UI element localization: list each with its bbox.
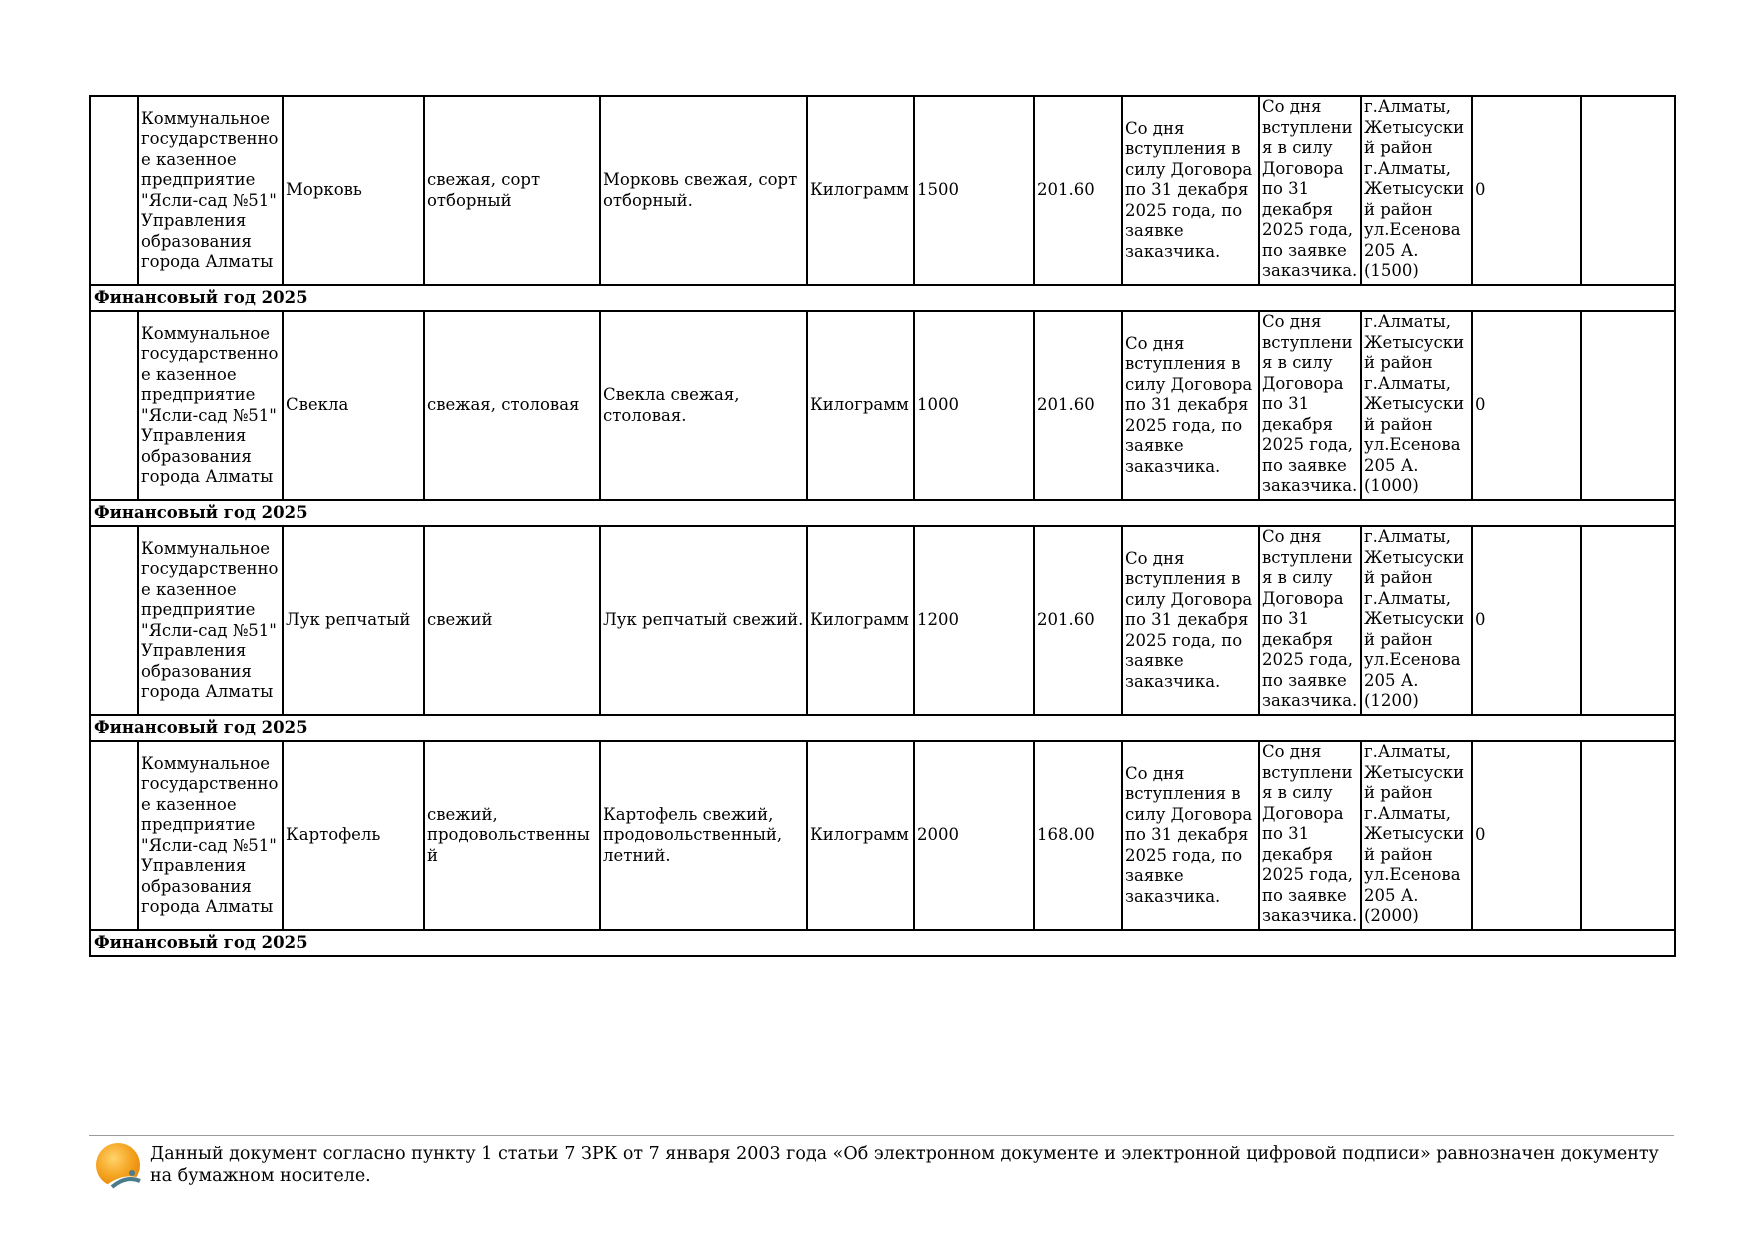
empty-cell (1581, 311, 1675, 500)
fiscal-year-label: Финансовый год 2025 (90, 500, 1675, 526)
unit-cell: Килограмм (807, 741, 914, 930)
customer-cell: Коммунальное государственное казенное предприятие "Ясли-сад №51" Управления образования города Алматы (138, 741, 283, 930)
advance-payment-cell: 0 (1472, 526, 1581, 715)
item-characteristic-cell: свежая, сорт отборный (424, 96, 600, 285)
delivery-place-cell: г.Алматы, Жетысуский район г.Алматы, Жетысуский район ул.Есенова 205 А. (1000) (1361, 311, 1472, 500)
quantity-cell: 1000 (914, 311, 1034, 500)
fiscal-year-row (90, 500, 1675, 526)
item-description-cell: Лук репчатый свежий. (600, 526, 807, 715)
delivery-place-cell: г.Алматы, Жетысуский район г.Алматы, Жетысуский район ул.Есенова 205 А. (1500) (1361, 96, 1472, 285)
item-name-cell: Свекла (283, 311, 424, 500)
item-name-cell: Морковь (283, 96, 424, 285)
item-characteristic-cell: свежий (424, 526, 600, 715)
fiscal-year-label: Финансовый год 2025 (90, 715, 1675, 741)
empty-cell (1581, 96, 1675, 285)
delivery-term-cell: Со дня вступления в силу Договора по 31 декабря 2025 года, по заявке заказчика. (1259, 96, 1361, 285)
item-description-cell: Свекла свежая, столовая. (600, 311, 807, 500)
footer (94, 1141, 1674, 1203)
delivery-term-cell: Со дня вступления в силу Договора по 31 декабря 2025 года, по заявке заказчика. (1122, 96, 1259, 285)
quantity-cell: 1200 (914, 526, 1034, 715)
fiscal-year-label: Финансовый год 2025 (90, 930, 1675, 956)
delivery-term-cell: Со дня вступления в силу Договора по 31 декабря 2025 года, по заявке заказчика. (1259, 741, 1361, 930)
table-row (90, 526, 1675, 715)
item-name-cell: Картофель (283, 741, 424, 930)
advance-payment-cell: 0 (1472, 96, 1581, 285)
delivery-term-cell: Со дня вступления в силу Договора по 31 декабря 2025 года, по заявке заказчика. (1259, 526, 1361, 715)
table-body (90, 96, 1675, 956)
fiscal-year-row (90, 930, 1675, 956)
unit-cell: Килограмм (807, 526, 914, 715)
delivery-term-cell: Со дня вступления в силу Договора по 31 декабря 2025 года, по заявке заказчика. (1122, 311, 1259, 500)
row-number (90, 311, 138, 500)
egov-seal-icon (94, 1141, 144, 1191)
row-number (90, 526, 138, 715)
delivery-term-cell: Со дня вступления в силу Договора по 31 декабря 2025 года, по заявке заказчика. (1122, 741, 1259, 930)
empty-cell (1581, 526, 1675, 715)
row-number (90, 96, 138, 285)
fiscal-year-row (90, 715, 1675, 741)
unit-cell: Килограмм (807, 96, 914, 285)
unit-cell: Килограмм (807, 311, 914, 500)
price-cell: 201.60 (1034, 311, 1122, 500)
customer-cell: Коммунальное государственное казенное предприятие "Ясли-сад №51" Управления образования города Алматы (138, 96, 283, 285)
item-characteristic-cell: свежий, продовольственный (424, 741, 600, 930)
advance-payment-cell: 0 (1472, 741, 1581, 930)
empty-cell (1581, 741, 1675, 930)
item-description-cell: Картофель свежий, продовольственный, летний. (600, 741, 807, 930)
price-cell: 201.60 (1034, 96, 1122, 285)
delivery-term-cell: Со дня вступления в силу Договора по 31 декабря 2025 года, по заявке заказчика. (1122, 526, 1259, 715)
price-cell: 201.60 (1034, 526, 1122, 715)
fiscal-year-row (90, 285, 1675, 311)
customer-cell: Коммунальное государственное казенное предприятие "Ясли-сад №51" Управления образования города Алматы (138, 311, 283, 500)
footer-divider (89, 1135, 1674, 1136)
delivery-place-cell: г.Алматы, Жетысуский район г.Алматы, Жетысуский район ул.Есенова 205 А. (1200) (1361, 526, 1472, 715)
fiscal-year-label: Финансовый год 2025 (90, 285, 1675, 311)
delivery-term-cell: Со дня вступления в силу Договора по 31 декабря 2025 года, по заявке заказчика. (1259, 311, 1361, 500)
item-characteristic-cell: свежая, столовая (424, 311, 600, 500)
item-name-cell: Лук репчатый (283, 526, 424, 715)
advance-payment-cell: 0 (1472, 311, 1581, 500)
quantity-cell: 2000 (914, 741, 1034, 930)
table-row (90, 311, 1675, 500)
row-number (90, 741, 138, 930)
table-row (90, 741, 1675, 930)
procurement-plan-table (89, 95, 1676, 957)
quantity-cell: 1500 (914, 96, 1034, 285)
legal-notice: Данный документ согласно пункту 1 статьи 7 ЗРК от 7 января 2003 года «Об электронном документе и электронной цифровой подписи» равнозначен документу на бумажном носителе. (150, 1144, 1659, 1186)
delivery-place-cell: г.Алматы, Жетысуский район г.Алматы, Жетысуский район ул.Есенова 205 А. (2000) (1361, 741, 1472, 930)
customer-cell: Коммунальное государственное казенное предприятие "Ясли-сад №51" Управления образования города Алматы (138, 526, 283, 715)
item-description-cell: Морковь свежая, сорт отборный. (600, 96, 807, 285)
table-row (90, 96, 1675, 285)
price-cell: 168.00 (1034, 741, 1122, 930)
